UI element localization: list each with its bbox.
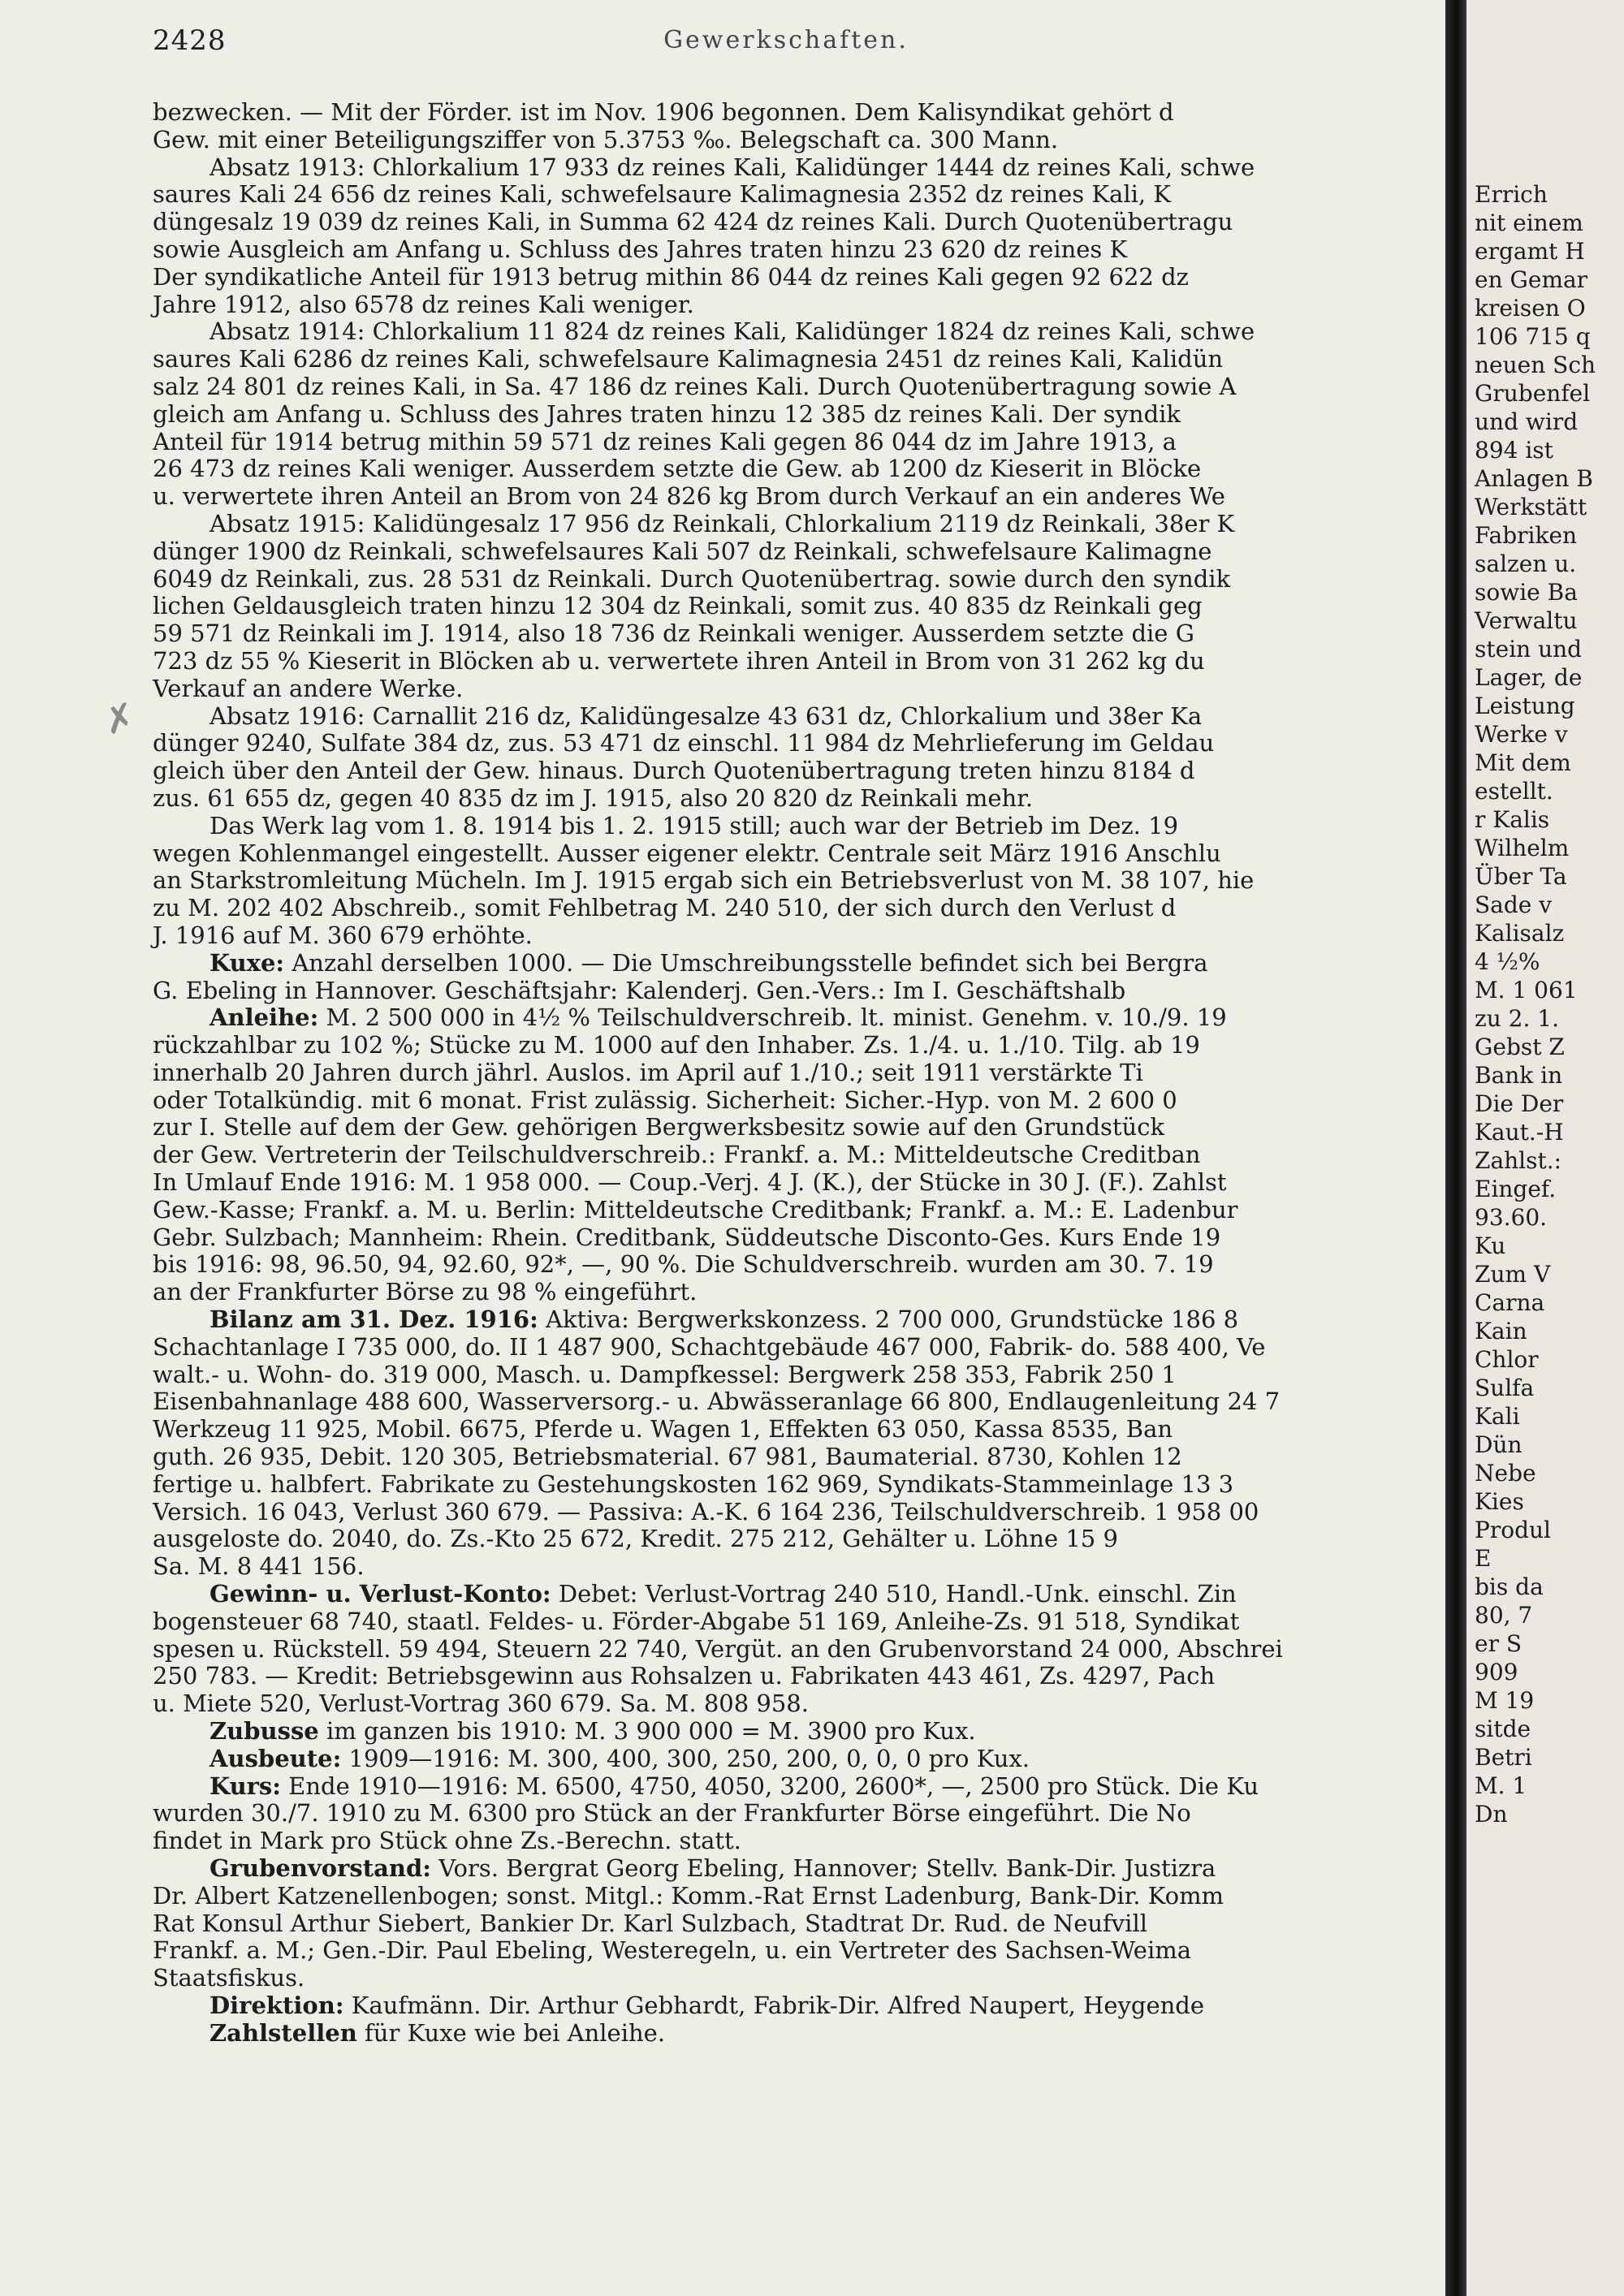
line-text: Absatz 1915: Kalidüngesalz 17 956 dz Reinkali, Chlorkalium 2119 dz Reinkali, 38er K (209, 509, 1235, 537)
text-line (153, 978, 1445, 1005)
text-line (153, 1636, 1445, 1664)
section-keyword: Kuxe: (209, 948, 285, 977)
text-line (153, 1608, 1445, 1636)
text-line (153, 1773, 1445, 1801)
line-text: ausgeloste do. 2040, do. Zs.-Kto 25 672, Kredit. 275 212, Gehälter u. Löhne 15 9 (153, 1525, 1118, 1553)
text-line (153, 1004, 1445, 1032)
book-gutter (1445, 0, 1466, 2296)
line-text: 723 dz 55 % Kieserit in Blöcken ab u. verwertete ihren Anteil in Brom von 31 262 kg du (153, 646, 1205, 675)
line-text: bogensteuer 68 740, staatl. Feldes- u. Förder-Abgabe 51 169, Anleihe-Zs. 91 518, Syndikat (153, 1607, 1240, 1635)
line-text: Gebr. Sulzbach; Mannheim: Rhein. Creditbank, Süddeutsche Disconto-Ges. Kurs Ende 19 (153, 1223, 1221, 1251)
adjacent-page-line: salzen u. (1475, 550, 1577, 577)
adjacent-page-line: 909 (1475, 1659, 1518, 1685)
text-line (153, 1306, 1445, 1334)
text-line (153, 1087, 1445, 1115)
text-line (153, 2020, 1445, 2048)
adjacent-page-line: Kaut.-H (1475, 1119, 1564, 1146)
adjacent-page-line: er S (1475, 1630, 1522, 1657)
text-line (153, 1718, 1445, 1746)
adjacent-page-line: Grubenfel (1475, 380, 1591, 407)
line-text: an der Frankfurter Börse zu 98 % eingeführt. (153, 1278, 698, 1306)
line-text: oder Totalkündig. mit 6 monat. Frist zulässig. Sicherheit: Sicher.-Hyp. von M. 2 600 0 (153, 1085, 1177, 1114)
adjacent-page-line: 894 ist (1475, 437, 1553, 464)
line-text: findet in Mark pro Stück ohne Zs.-Berechn. statt. (153, 1827, 741, 1855)
adjacent-page-line: neuen Sch (1475, 352, 1596, 378)
line-text: sowie Ausgleich am Anfang u. Schluss des Jahres traten hinzu 23 620 dz reines K (153, 235, 1128, 263)
adjacent-page-line: 80, 7 (1475, 1602, 1533, 1629)
line-text: spesen u. Rückstell. 59 494, Steuern 22 740, Vergüt. an den Grubenvorstand 24 000, Abschrei (153, 1634, 1283, 1663)
adjacent-page-line: Wilhelm (1475, 835, 1570, 861)
text-line (153, 895, 1445, 922)
line-text: walt.- u. Wohn- do. 319 000, Masch. u. Dampfkessel: Bergwerk 258 353, Fabrik 250 1 (153, 1360, 1177, 1388)
adjacent-page-line: Fabriken (1475, 522, 1578, 549)
line-text: lichen Geldausgleich traten hinzu 12 304 dz Reinkali, somit zus. 40 835 dz Reinkali geg (153, 592, 1203, 620)
line-text: saures Kali 24 656 dz reines Kali, schwefelsaure Kalimagnesia 2352 dz reines Kali, K (153, 180, 1171, 209)
adjacent-page-line: stein und (1475, 636, 1583, 662)
text-line (153, 455, 1445, 483)
adjacent-page-line: sowie Ba (1475, 579, 1578, 606)
text-line (153, 1362, 1445, 1389)
text-line (153, 154, 1445, 182)
line-text: Eisenbahnanlage 488 600, Wasserversorg.- u. Abwässeranlage 66 800, Endlaugenleitung 24 7 (153, 1388, 1281, 1416)
line-text: Rat Konsul Arthur Siebert, Bankier Dr. Karl Sulzbach, Stadtrat Dr. Rud. de Neufvill (153, 1909, 1147, 1937)
adjacent-page-line: M 19 (1475, 1687, 1535, 1714)
text-line (153, 429, 1445, 456)
adjacent-page-line: Über Ta (1475, 863, 1567, 890)
line-text: düngesalz 19 039 dz reines Kali, in Summa 62 424 dz reines Kali. Durch Quotenübertragu (153, 208, 1233, 236)
text-line (153, 1746, 1445, 1773)
text-line (153, 1828, 1445, 1855)
line-text: Anzahl derselben 1000. — Die Umschreibungsstelle befindet sich bei Bergra (284, 948, 1208, 977)
adjacent-page-line: Anlagen B (1475, 465, 1593, 492)
adjacent-page-line: 93.60. (1475, 1204, 1548, 1231)
adjacent-page-line: Verwaltu (1475, 607, 1578, 634)
text-line (153, 1499, 1445, 1526)
adjacent-page-line: Carna (1475, 1289, 1545, 1316)
text-line (153, 483, 1445, 511)
handwritten-margin-mark: ✗ (98, 693, 140, 744)
line-text: saures Kali 6286 dz reines Kali, schwefelsaure Kalimagnesia 2451 dz reines Kali, Kalidün (153, 345, 1224, 373)
line-text: M. 2 500 000 in 4½ % Teilschuldverschreib. lt. minist. Genehm. v. 10./9. 19 (318, 1003, 1227, 1032)
adjacent-page-line: Dün (1475, 1431, 1522, 1458)
adjacent-page-line: Kain (1475, 1318, 1527, 1344)
section-keyword: Ausbeute: (209, 1744, 342, 1772)
section-keyword: Gewinn- u. Verlust-Konto: (209, 1580, 551, 1608)
adjacent-page-line: Zum V (1475, 1261, 1551, 1288)
text-line (153, 538, 1445, 566)
adjacent-page (1466, 0, 1624, 2296)
section-keyword: Bilanz am 31. Dez. 1916: (209, 1306, 538, 1334)
text-line (153, 867, 1445, 895)
line-text: u. verwertete ihren Anteil an Brom von 24 826 kg Brom durch Verkauf an ein anderes We (153, 482, 1225, 511)
adjacent-page-line: Nebe (1475, 1460, 1536, 1487)
line-text: Versich. 16 043, Verlust 360 679. — Passiva: A.-K. 6 164 236, Teilschuldverschreib. 1 958 00 (153, 1497, 1259, 1526)
text-line (153, 1800, 1445, 1828)
adjacent-page-line: Bank in (1475, 1062, 1563, 1089)
text-line (153, 593, 1445, 620)
text-line (153, 840, 1445, 868)
section-keyword: Grubenvorstand: (209, 1854, 431, 1882)
line-text: Vors. Bergrat Georg Ebeling, Hannover; Stellv. Bank-Dir. Justizra (431, 1854, 1216, 1882)
text-line (153, 1114, 1445, 1142)
line-text: Debet: Verlust-Vortrag 240 510, Handl.-Unk. einschl. Zin (551, 1580, 1237, 1608)
text-line (153, 703, 1445, 731)
page-number: 2428 (153, 24, 227, 57)
adjacent-page-line: Kali (1475, 1403, 1520, 1430)
text-line (153, 1553, 1445, 1581)
text-line (153, 511, 1445, 538)
adjacent-page-line: en Gemar (1475, 266, 1588, 293)
text-line (153, 648, 1445, 675)
line-text: gleich über den Anteil der Gew. hinaus. Durch Quotenübertragung treten hinzu 8184 d (153, 757, 1195, 785)
adjacent-page-line: estellt. (1475, 778, 1553, 805)
adjacent-page-line: ergamt H (1475, 238, 1585, 265)
line-text: Das Werk lag vom 1. 8. 1914 bis 1. 2. 1915 still; auch war der Betrieb im Dez. 19 (209, 811, 1179, 839)
text-line (153, 1142, 1445, 1169)
line-text: Schachtanlage I 735 000, do. II 1 487 900, Schachtgebäude 467 000, Fabrik- do. 588 400, Ve (153, 1332, 1266, 1361)
adjacent-page-line: Gebst Z (1475, 1034, 1565, 1060)
line-text: 59 571 dz Reinkali im J. 1914, also 18 736 dz Reinkali weniger. Ausserdem setzte die G (153, 619, 1194, 648)
section-keyword: Anleihe: (209, 1003, 319, 1032)
line-text: innerhalb 20 Jahren durch jährl. Auslos. im April auf 1./10.; seit 1911 verstärkte Ti (153, 1058, 1143, 1086)
text-line (153, 675, 1445, 703)
adjacent-page-line: Kies (1475, 1488, 1524, 1515)
line-text: im ganzen bis 1910: M. 3 900 000 = M. 3900 pro Kux. (318, 1717, 976, 1746)
running-head (153, 24, 1419, 73)
line-text: G. Ebeling in Hannover. Geschäftsjahr: Kalenderj. Gen.-Vers.: Im I. Geschäftshalb (153, 976, 1126, 1004)
text-line (153, 236, 1445, 264)
adjacent-page-line: Mit dem (1475, 749, 1571, 776)
text-line (153, 1663, 1445, 1690)
text-line (153, 757, 1445, 785)
line-text: Dr. Albert Katzenellenbogen; sonst. Mitgl.: Komm.-Rat Ernst Ladenburg, Bank-Dir. Komm (153, 1881, 1224, 1910)
text-line (153, 620, 1445, 648)
text-line (153, 813, 1445, 840)
line-text: Absatz 1916: Carnallit 216 dz, Kalidüngesalze 43 631 dz, Chlorkalium und 38er Ka (209, 701, 1203, 730)
text-line (153, 730, 1445, 757)
text-line (153, 922, 1445, 950)
adjacent-page-line: Kalisalz (1475, 920, 1565, 947)
adjacent-page-line: Errich (1475, 181, 1548, 208)
line-text: Staatsfiskus. (153, 1964, 305, 1992)
line-text: 26 473 dz reines Kali weniger. Ausserdem setzte die Gew. ab 1200 dz Kieserit in Blöcke (153, 455, 1202, 483)
text-line (153, 346, 1445, 373)
line-text: Absatz 1913: Chlorkalium 17 933 dz reines Kali, Kalidünger 1444 dz reines Kali, schwe (209, 153, 1255, 181)
adjacent-page-line: Die Der (1475, 1090, 1564, 1117)
text-line (153, 401, 1445, 429)
running-title: Gewerkschaften. (663, 26, 909, 54)
text-line (153, 1910, 1445, 1938)
line-text: Sa. M. 8 441 156. (153, 1552, 365, 1581)
line-text: Frankf. a. M.; Gen.-Dir. Paul Ebeling, Westeregeln, u. ein Vertreter des Sachsen-Weima (153, 1936, 1192, 1965)
text-line (153, 1444, 1445, 1471)
text-line (153, 127, 1445, 154)
text-line (153, 1526, 1445, 1553)
line-text: u. Miete 520, Verlust-Vortrag 360 679. Sa. M. 808 958. (153, 1690, 809, 1718)
adjacent-page-line: M. 1 061 (1475, 977, 1578, 1003)
text-line (153, 1416, 1445, 1444)
section-keyword: Zubusse (209, 1717, 319, 1746)
adjacent-page-line: M. 1 (1475, 1772, 1527, 1799)
line-text: Gew. mit einer Beteiligungsziffer von 5.3753 ‰. Belegschaft ca. 300 Mann. (153, 125, 1059, 153)
adjacent-page-text (1475, 180, 1596, 1828)
line-text: 250 783. — Kredit: Betriebsgewinn aus Rohsalzen u. Fabrikaten 443 461, Zs. 4297, Pach (153, 1662, 1216, 1690)
text-line (153, 1992, 1445, 2020)
line-text: 6049 dz Reinkali, zus. 28 531 dz Reinkali. Durch Quotenübertrag. sowie durch den syndik (153, 564, 1231, 593)
text-line (153, 99, 1445, 127)
text-line (153, 1334, 1445, 1362)
adjacent-page-line: kreisen O (1475, 295, 1586, 322)
text-line (153, 1169, 1445, 1197)
line-text: rückzahlbar zu 102 %; Stücke zu M. 1000 auf den Inhaber. Zs. 1./4. u. 1./10. Tilg. ab 19 (153, 1031, 1200, 1060)
line-text: bezwecken. — Mit der Förder. ist im Nov. 1906 begonnen. Dem Kalisyndikat gehört d (153, 98, 1174, 126)
adjacent-page-line: r Kalis (1475, 806, 1550, 833)
text-line (153, 1690, 1445, 1718)
text-line (153, 264, 1445, 291)
section-keyword: Kurs: (209, 1772, 281, 1800)
line-text: Kaufmänn. Dir. Arthur Gebhardt, Fabrik-Dir. Alfred Naupert, Heygende (343, 1991, 1205, 2019)
line-text: Absatz 1914: Chlorkalium 11 824 dz reines Kali, Kalidünger 1824 dz reines Kali, schwe (209, 317, 1255, 346)
text-line (153, 1060, 1445, 1087)
line-text: 1909—1916: M. 300, 400, 300, 250, 200, 0, 0, 0 pro Kux. (341, 1744, 1030, 1772)
line-text: Gew.-Kasse; Frankf. a. M. u. Berlin: Mitteldeutsche Creditbank; Frankf. a. M.: E. Ladenbur (153, 1195, 1238, 1224)
section-keyword: Direktion: (209, 1991, 344, 2019)
text-line (153, 1224, 1445, 1252)
line-text: Verkauf an andere Werke. (153, 674, 464, 702)
adjacent-page-line: Sulfa (1475, 1375, 1535, 1401)
line-text: der Gew. Vertreterin der Teilschuldverschreib.: Frankf. a. M.: Mitteldeutsche Creditban (153, 1141, 1201, 1169)
line-text: für Kuxe wie bei Anleihe. (356, 2018, 666, 2047)
line-text: J. 1916 auf M. 360 679 erhöhte. (153, 921, 533, 949)
body-text (153, 99, 1445, 2048)
text-line (153, 1883, 1445, 1910)
line-text: Anteil für 1914 betrug mithin 59 571 dz reines Kali gegen 86 044 dz im Jahre 1913, a (153, 427, 1177, 455)
adjacent-page-line: Leistung (1475, 693, 1575, 719)
section-keyword: Zahlstellen (209, 2018, 357, 2047)
text-line (153, 373, 1445, 401)
adjacent-page-line: Chlor (1475, 1346, 1539, 1373)
adjacent-page-line: Lager, de (1475, 664, 1583, 691)
adjacent-page-line: 106 715 q (1475, 323, 1591, 350)
text-line (153, 209, 1445, 236)
text-line (153, 1937, 1445, 1965)
text-line (153, 566, 1445, 593)
adjacent-page-line: 4 ½% (1475, 948, 1540, 975)
line-text: Der syndikatliche Anteil für 1913 betrug mithin 86 044 dz reines Kali gegen 92 622 dz (153, 262, 1189, 291)
adjacent-page-line: Sade v (1475, 891, 1553, 918)
line-text: guth. 26 935, Debit. 120 305, Betriebsmaterial. 67 981, Baumaterial. 8730, Kohlen 12 (153, 1443, 1182, 1471)
text-line (153, 1279, 1445, 1306)
line-text: In Umlauf Ende 1916: M. 1 958 000. — Coup.-Verj. 4 J. (K.), der Stücke in 30 J. (F.). Zahlst (153, 1168, 1227, 1197)
adjacent-page-line: sitde (1475, 1716, 1531, 1742)
line-text: Aktiva: Bergwerkskonzess. 2 700 000, Grundstücke 186 8 (538, 1306, 1239, 1334)
adjacent-page-line: Dn (1475, 1801, 1508, 1828)
text-line (153, 1388, 1445, 1416)
adjacent-page-line: bis da (1475, 1573, 1544, 1600)
line-text: Ende 1910—1916: M. 6500, 4750, 4050, 3200, 2600*, —, 2500 pro Stück. Die Ku (280, 1772, 1259, 1800)
line-text: zur I. Stelle auf dem der Gew. gehörigen Bergwerksbesitz sowie auf den Grundstück (153, 1113, 1165, 1142)
adjacent-page-line: Eingef. (1475, 1176, 1557, 1202)
line-text: salz 24 801 dz reines Kali, in Sa. 47 186 dz reines Kali. Durch Quotenübertragung sowie A (153, 372, 1237, 400)
text-line (153, 785, 1445, 813)
line-text: dünger 1900 dz Reinkali, schwefelsaures Kali 507 dz Reinkali, schwefelsaure Kalimagne (153, 537, 1212, 565)
text-line (153, 291, 1445, 319)
text-line (153, 1965, 1445, 1992)
adjacent-page-line: nit einem (1475, 209, 1583, 236)
text-line (153, 1197, 1445, 1224)
adjacent-page-line: Betri (1475, 1744, 1532, 1771)
adjacent-page-line: und wird (1475, 408, 1579, 435)
line-text: an Starkstromleitung Mücheln. Im J. 1915 ergab sich ein Betriebsverlust von M. 38 107, hie (153, 866, 1255, 895)
adjacent-page-line: Zahlst.: (1475, 1147, 1562, 1174)
text-line (153, 1251, 1445, 1279)
text-line (153, 1581, 1445, 1608)
line-text: dünger 9240, Sulfate 384 dz, zus. 53 471 dz einschl. 11 984 dz Mehrlieferung im Geldau (153, 729, 1215, 757)
line-text: wurden 30./7. 1910 zu M. 6300 pro Stück an der Frankfurter Börse eingeführt. Die No (153, 1799, 1191, 1828)
adjacent-page-line: Ku (1475, 1232, 1506, 1259)
line-text: Werkzeug 11 925, Mobil. 6675, Pferde u. Wagen 1, Effekten 63 050, Kassa 8535, Ban (153, 1415, 1173, 1444)
text-line (153, 318, 1445, 346)
text-line (153, 1855, 1445, 1883)
adjacent-page-line: Werkstätt (1475, 494, 1587, 520)
text-line (153, 181, 1445, 209)
adjacent-page-line: Produl (1475, 1517, 1551, 1543)
line-text: wegen Kohlenmangel eingestellt. Ausser eigener elektr. Centrale seit März 1916 Anschlu (153, 839, 1221, 867)
line-text: zu M. 202 402 Abschreib., somit Fehlbetrag M. 240 510, der sich durch den Verlust d (153, 894, 1177, 922)
adjacent-page-line: Werke v (1475, 721, 1568, 748)
line-text: bis 1916: 98, 96.50, 94, 92.60, 92*, —, 90 %. Die Schuldverschreib. wurden am 30. 7. 19 (153, 1250, 1214, 1279)
adjacent-page-line: E (1475, 1545, 1492, 1572)
text-line (153, 1471, 1445, 1499)
line-text: gleich am Anfang u. Schluss des Jahres traten hinzu 12 385 dz reines Kali. Der syndik (153, 399, 1181, 428)
text-line (153, 950, 1445, 978)
text-line (153, 1032, 1445, 1060)
line-text: Jahre 1912, also 6578 dz reines Kali weniger. (153, 290, 694, 318)
adjacent-page-line: zu 2. 1. (1475, 1005, 1560, 1032)
line-text: fertige u. halbfert. Fabrikate zu Gestehungskosten 162 969, Syndikats-Stammeinlage 13 3 (153, 1470, 1234, 1498)
line-text: zus. 61 655 dz, gegen 40 835 dz im J. 1915, also 20 820 dz Reinkali mehr. (153, 783, 1034, 812)
